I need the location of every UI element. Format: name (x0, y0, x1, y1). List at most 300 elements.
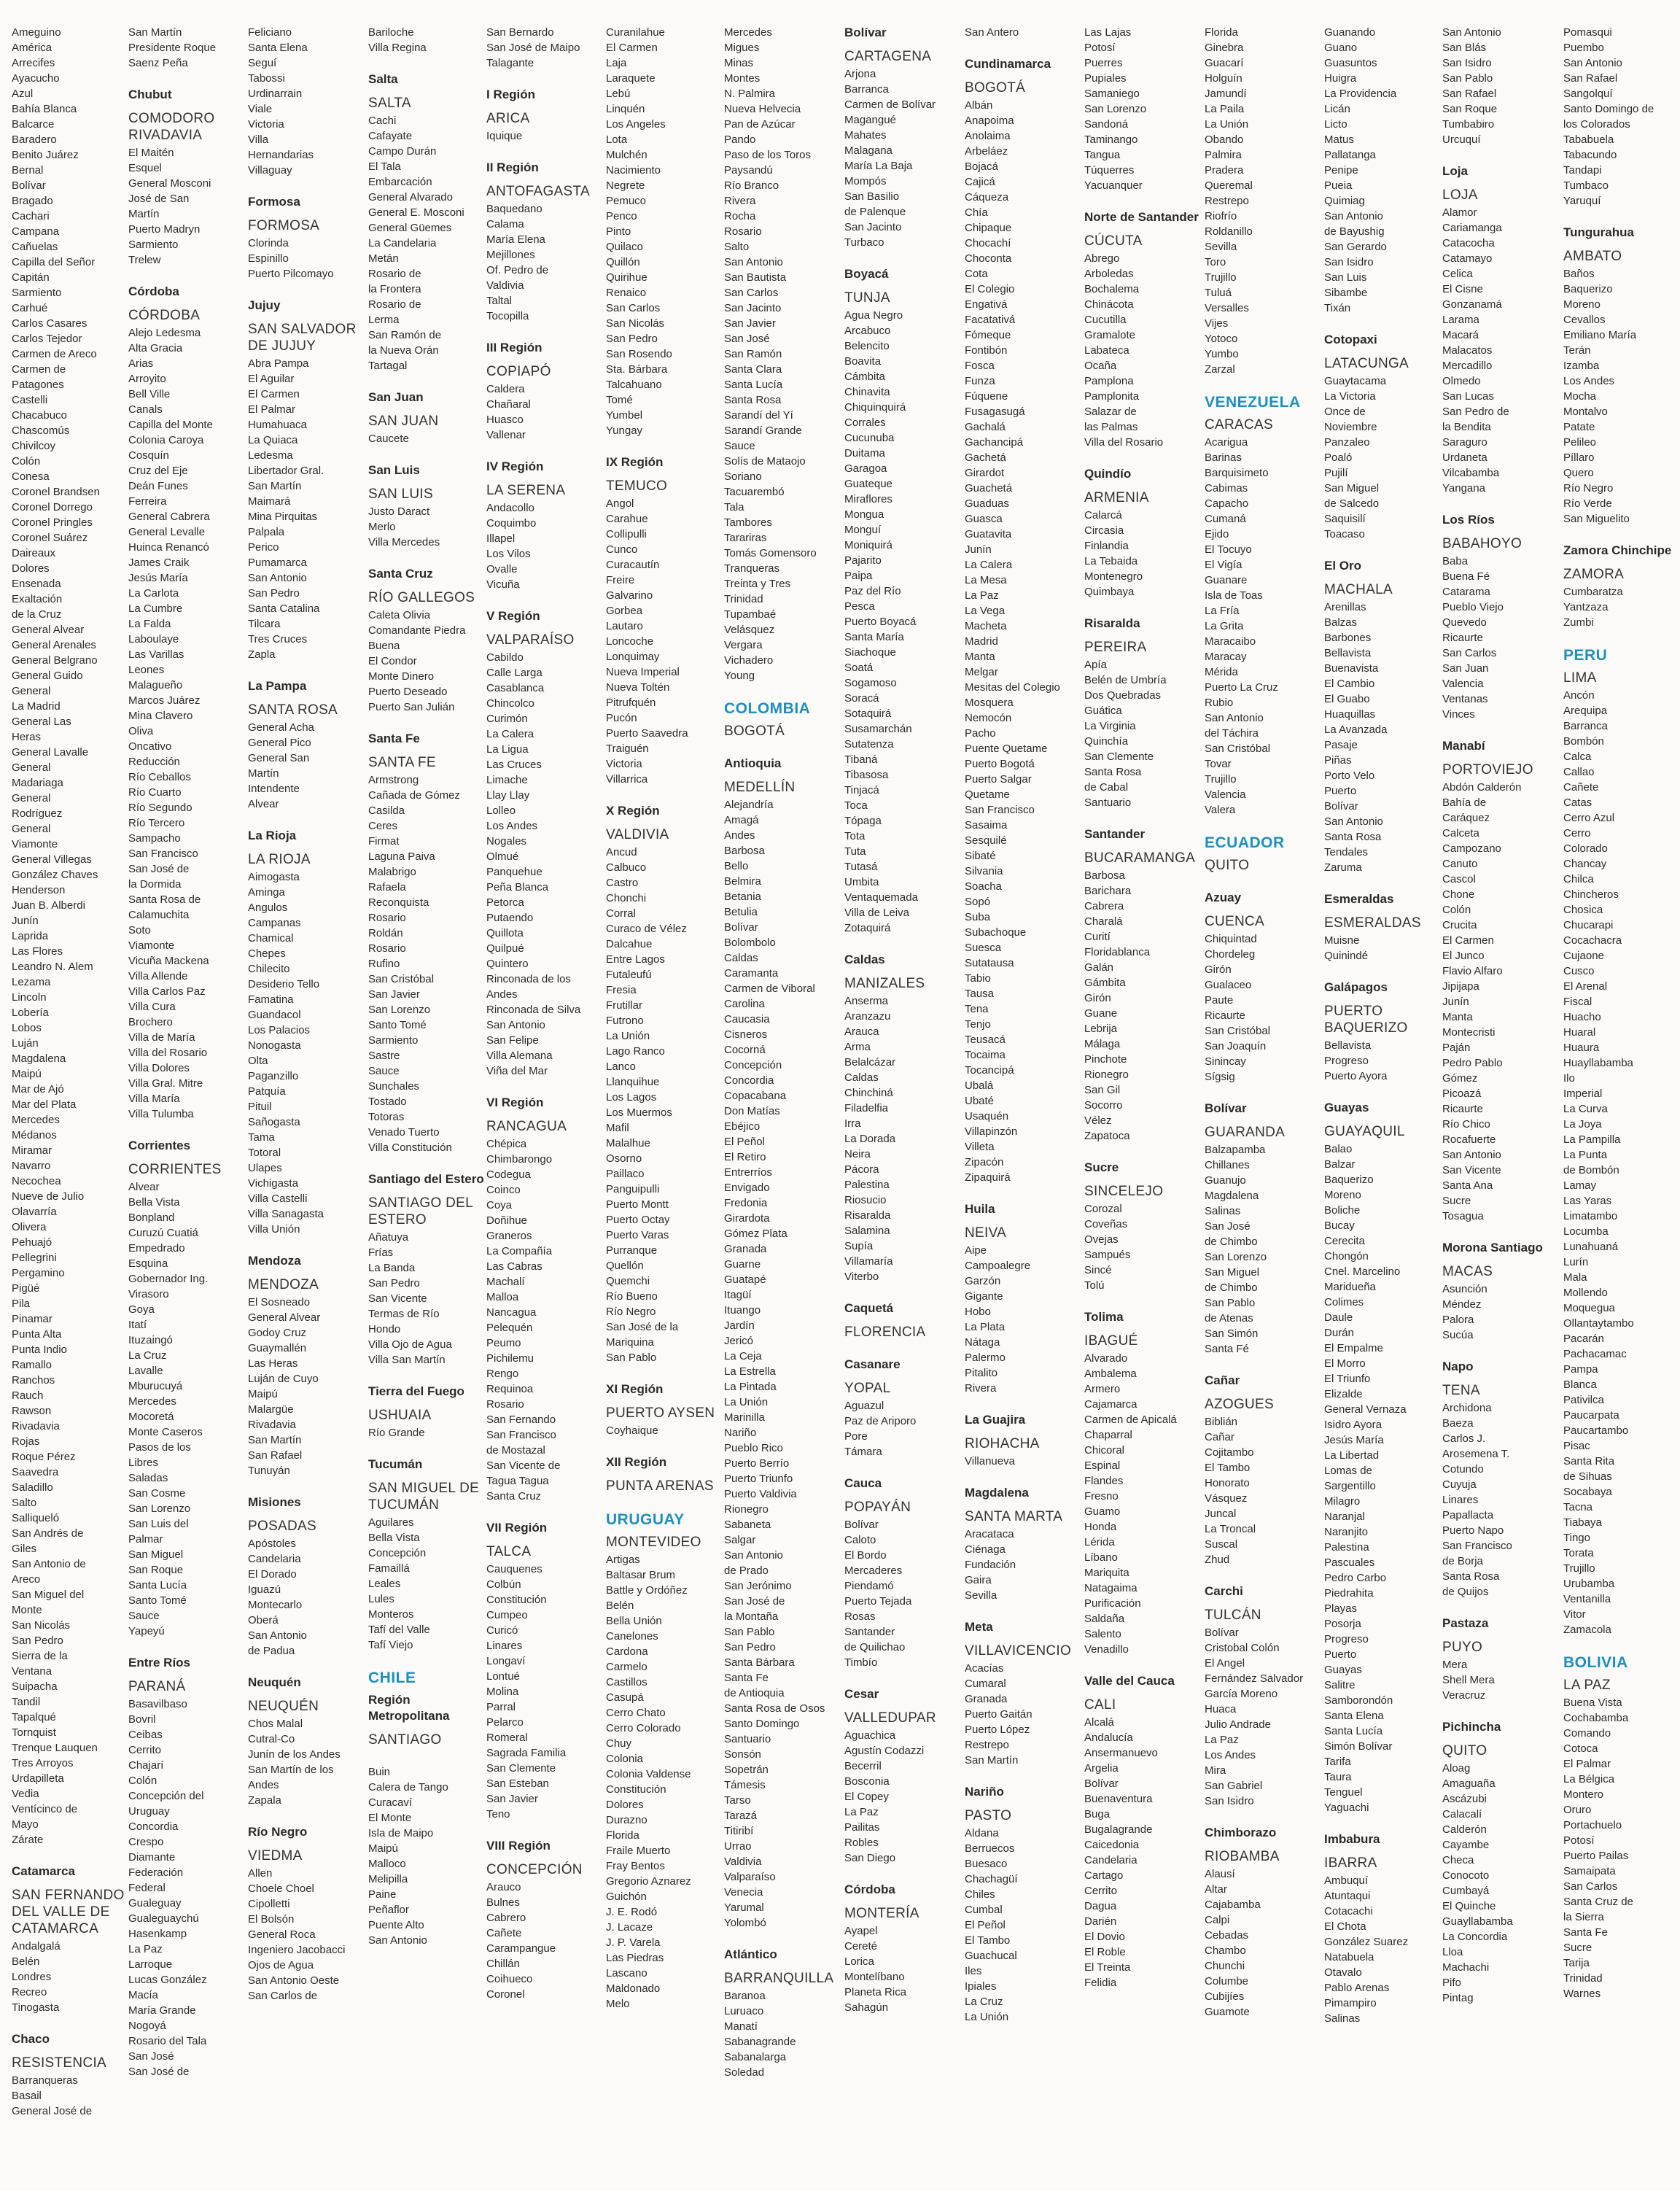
city-name: La Calera (965, 559, 1013, 571)
city-name: Peñaflor (368, 1904, 409, 1916)
city-name: Pácora (844, 1163, 879, 1176)
city-name: Palora (1442, 1314, 1474, 1326)
city-name: Huaquillas (1324, 708, 1376, 721)
city-name: Chiquinquirá (844, 401, 906, 414)
city-name: Guayllabamba (1442, 1915, 1513, 1928)
city-name: Paz de Ariporo (844, 1415, 917, 1427)
city-name: El Retiro (724, 1151, 766, 1163)
city-name: Teno (486, 1808, 510, 1820)
region-heading: Magdalena (965, 1486, 1029, 1500)
city-name: Facatativá (965, 314, 1016, 326)
city-name: Balzapamba (1205, 1144, 1266, 1156)
city-name: Monguí (844, 524, 882, 536)
city-name: Albán (965, 99, 993, 112)
city-name: Cota (965, 268, 988, 280)
city-name: Zipaquirá (965, 1171, 1011, 1184)
city-name: El Carmen (1442, 934, 1494, 947)
region-heading: Los Ríos (1442, 513, 1495, 527)
region-heading: Pichincha (1442, 1720, 1501, 1734)
city-name: Tocopilla (486, 310, 529, 322)
city-name: Neira (844, 1148, 871, 1160)
city-name: Abrego (1084, 252, 1120, 265)
city-name: Calceta (1442, 827, 1479, 839)
city-name: Villaguay (248, 164, 292, 177)
city-name: Curacaví (368, 1796, 413, 1809)
city-name: San Gil (1084, 1084, 1121, 1096)
city-name: Ulapes (248, 1162, 282, 1174)
city-name: Baquerizo (1563, 283, 1613, 295)
city-name: Cusco (1563, 965, 1595, 977)
capital-city: FORMOSA (248, 218, 320, 233)
city-name: Progreso (1324, 1055, 1369, 1067)
region-block (1205, 1825, 1323, 2020)
city-name: Chilca (1563, 873, 1594, 885)
capital-city: SALTA (368, 96, 411, 111)
city-name: Puente Alto (368, 1919, 424, 1931)
city-name: Jardín (724, 1319, 755, 1332)
city-name: Villa Mercedes (368, 536, 440, 548)
city-name: Salinas (1205, 1205, 1241, 1217)
city-name: Los Vilos (486, 548, 531, 560)
city-name: La Paz (128, 1943, 163, 1955)
city-name: San Antonio (1563, 57, 1622, 69)
city-name: Santo Tomé (128, 1594, 187, 1607)
region-heading: Cotopaxi (1324, 333, 1377, 346)
city-name: Crespo (128, 1836, 164, 1848)
city-name: Piendamó (844, 1580, 894, 1592)
city-name: Lucas González (128, 1974, 207, 1986)
city-name: Guane (1084, 1007, 1118, 1020)
city-name: Cumbal (965, 1904, 1003, 1916)
city-name: Lobos (12, 1022, 42, 1034)
city-name: La Cruz (128, 1349, 167, 1362)
city-name: Santa Ana (1442, 1179, 1493, 1192)
city-name: Puente Quetame (965, 742, 1048, 755)
city-name: Ameguino (12, 26, 61, 39)
city-name: Peumo (486, 1337, 521, 1349)
city-name: América (12, 42, 52, 54)
city-name: Feliciano (248, 26, 292, 39)
city-name: Sauce (724, 440, 755, 452)
city-name: Zaruma (1324, 861, 1362, 874)
city-name: Magangué (844, 114, 896, 126)
city-name: Aguachica (844, 1729, 896, 1742)
city-name: Mosquera (965, 697, 1014, 709)
city-name: Urrao (724, 1840, 752, 1853)
city-name: Restrepo (1205, 195, 1249, 207)
capital-city: CALI (1084, 1697, 1116, 1713)
city-name: Calamuchita (128, 909, 190, 921)
city-name: Rosario (368, 942, 406, 955)
city-name: La Punta (1563, 1149, 1608, 1161)
city-name: Pelarco (486, 1716, 524, 1729)
capital-city: COMODORO RIVADAVIA (128, 111, 215, 143)
city-name: Linares (1442, 1494, 1479, 1506)
city-name: Purranque (606, 1244, 658, 1257)
city-name: Lurín (1563, 1256, 1589, 1268)
city-name: Casupá (606, 1691, 644, 1704)
city-name: Licto (1324, 118, 1348, 131)
city-name: Carahue (606, 513, 648, 525)
city-name: San Lorenzo (128, 1502, 191, 1515)
city-name: Nonogasta (248, 1039, 301, 1052)
city-name: Carlos J. (1442, 1432, 1486, 1445)
region-heading: La Guajira (965, 1413, 1026, 1427)
region-block (12, 25, 127, 1847)
city-name: La Libertad (1324, 1449, 1380, 1462)
city-name: Valdivia (486, 279, 524, 292)
city-name: San Lorenzo (1084, 103, 1147, 115)
capital-city: LIMA (1563, 670, 1597, 686)
city-name: La Plata (965, 1321, 1006, 1333)
region-block (368, 25, 485, 55)
region-block (486, 1520, 604, 1822)
city-name: Macará (1442, 329, 1479, 341)
region-block (1563, 225, 1680, 527)
city-name: Baquedano (486, 203, 542, 215)
city-name: Chos Malal (248, 1718, 303, 1730)
region-block (844, 952, 963, 1284)
city-name: El Aguilar (248, 373, 295, 385)
city-name: El Dovio (1084, 1931, 1125, 1943)
city-name: Curicó (486, 1624, 518, 1637)
city-name: Cañete (486, 1927, 522, 1939)
city-name: Castelli (12, 394, 48, 406)
city-name: Constitución (606, 1783, 666, 1796)
city-name: Buenavista (1324, 662, 1379, 675)
city-name: Pinchote (1084, 1053, 1127, 1066)
city-name: Támara (844, 1446, 882, 1458)
city-name: Pelequén (486, 1322, 533, 1334)
city-name: Rosario de (368, 298, 421, 311)
city-name: de Borja (1442, 1555, 1483, 1567)
capital-city: RIOBAMBA (1205, 1849, 1280, 1864)
city-name: Itatí (128, 1319, 147, 1331)
city-name: Natagaima (1084, 1582, 1138, 1594)
city-name: Chosica (1563, 904, 1603, 916)
city-name: Pan de Azúcar (724, 118, 796, 131)
city-name: Saquisilí (1324, 513, 1366, 525)
city-name: Famatina (248, 993, 294, 1006)
city-name: Cascol (1442, 873, 1476, 885)
city-name: Linares (486, 1640, 523, 1652)
city-name: Lezama (12, 976, 51, 988)
city-name: Malabrigo (368, 866, 416, 878)
city-name: San Juan (1442, 662, 1489, 675)
city-name: San Felipe (486, 1034, 539, 1047)
city-name: Trujillo (1205, 773, 1237, 786)
city-name: La Providencia (1324, 88, 1397, 100)
region-block (1324, 332, 1441, 542)
city-name: Río Branco (724, 179, 779, 192)
city-name: Pore (844, 1430, 868, 1443)
region-block (1205, 1373, 1323, 1567)
city-name: Chinavita (844, 386, 890, 398)
city-name: Mera (1442, 1659, 1468, 1671)
capital-city: CUENCA (1205, 914, 1265, 929)
city-name: Huayllabamba (1563, 1057, 1633, 1069)
city-name: Elizalde (1324, 1388, 1363, 1400)
city-name: Tandil (12, 1696, 41, 1708)
city-name: Quellón (606, 1260, 644, 1272)
city-name: Andalgalá (12, 1940, 61, 1952)
city-name: Bolívar (12, 179, 46, 192)
city-name: Puerto Octay (606, 1214, 670, 1226)
city-name: Velásquez (724, 624, 775, 636)
region-block (965, 1485, 1083, 1603)
city-name: Godoy Cruz (248, 1327, 307, 1339)
city-name: Rengo (486, 1368, 519, 1380)
city-name: San Roque (128, 1564, 184, 1576)
city-name: Bolívar (1084, 1777, 1119, 1790)
city-name: Sarmiento (128, 239, 179, 251)
city-name: Belén de Umbría (1084, 674, 1167, 686)
city-name: la Montaña (724, 1610, 779, 1623)
city-name: Federal (128, 1882, 166, 1894)
city-name: Buin (368, 1766, 391, 1778)
city-name: Saraguro (1442, 436, 1488, 449)
city-name: Mercadillo (1442, 360, 1493, 372)
city-name: Carmen de Areco (12, 348, 97, 360)
region-block (1205, 890, 1323, 1085)
city-name: Agustín Codazzi (844, 1745, 925, 1757)
city-name: la Frontera (368, 283, 421, 295)
city-name: La Cumbre (128, 602, 183, 615)
city-name: Barquisimeto (1205, 467, 1269, 479)
city-name: Manatí (724, 2020, 758, 2033)
city-name: Tornquist (12, 1726, 56, 1739)
city-name: Gonzanamá (1442, 298, 1502, 311)
capital-city: MONTEVIDEO (606, 1535, 701, 1550)
city-name: Navarro (12, 1160, 51, 1172)
city-name: Umbita (844, 876, 879, 888)
city-name: Locumba (1563, 1225, 1609, 1238)
city-name: Huaura (1563, 1042, 1600, 1054)
region-heading: Mendoza (248, 1254, 301, 1268)
city-name: Tafí del Valle (368, 1624, 430, 1636)
country-heading: URUGUAY (606, 1511, 685, 1528)
city-name: La Mesa (965, 574, 1007, 586)
city-name: El Sosneado (248, 1296, 311, 1308)
capital-city: COPIAPÓ (486, 364, 551, 379)
city-name: Las Heras (248, 1357, 298, 1370)
city-name: San Rafael (248, 1449, 303, 1462)
city-name: Trujillo (1205, 271, 1237, 284)
region-heading: Zamora Chinchipe (1563, 543, 1672, 557)
city-name: Arauca (844, 1025, 879, 1038)
city-name: Samaniego (1084, 88, 1140, 100)
city-name: Pueblo Rico (724, 1442, 783, 1454)
city-name: Montes (724, 72, 761, 85)
city-name: Alejandría (724, 799, 774, 811)
city-name: Basavilbaso (128, 1698, 187, 1710)
city-name: de Bayushig (1324, 225, 1385, 238)
city-name: Victoria (248, 118, 284, 131)
region-block (606, 454, 723, 787)
city-name: Cunco (606, 543, 638, 556)
city-name: La Pampilla (1563, 1133, 1621, 1146)
city-name: Santa Rosa de Osos (724, 1702, 825, 1715)
region-heading: Tolima (1084, 1310, 1124, 1324)
city-name: San José (1205, 1220, 1251, 1233)
city-name: Girardot (965, 467, 1005, 479)
capital-city: PEREIRA (1084, 640, 1147, 655)
city-name: Santuario (724, 1733, 771, 1745)
city-name: Chancay (1563, 858, 1607, 870)
city-name: Colón (128, 1775, 158, 1787)
city-name: Tocaima (965, 1049, 1006, 1061)
city-name: General Belgrano (12, 654, 98, 667)
city-name: Monte (12, 1604, 42, 1616)
region-heading: El Oro (1324, 559, 1362, 573)
capital-city: TENA (1442, 1383, 1480, 1398)
capital-city: QUITO (1205, 858, 1250, 873)
city-name: Puembo (1563, 42, 1604, 54)
capital-city: ESMERALDAS (1324, 915, 1421, 931)
city-name: Rionegro (1084, 1069, 1129, 1081)
region-block (1084, 1160, 1203, 1293)
region-heading: IV Región (486, 459, 544, 473)
city-name: Curuzú Cuatiá (128, 1227, 198, 1239)
capital-city: BABAHOYO (1442, 536, 1522, 551)
city-name: Leones (128, 664, 165, 676)
city-name: Cereté (844, 1940, 878, 1952)
city-name: Castillos (606, 1676, 648, 1688)
city-name: Riosucio (844, 1194, 887, 1206)
city-name: Capilla del Monte (128, 419, 213, 431)
city-name: San Roque (1442, 103, 1498, 115)
city-name: Mercedes (724, 26, 772, 39)
city-name: Ginebra (1205, 42, 1244, 54)
city-name: San Carlos (1563, 1880, 1618, 1893)
region-heading: VIII Región (486, 1839, 551, 1853)
city-name: Vichadero (724, 654, 774, 667)
region-heading: Misiones (248, 1495, 301, 1509)
city-name: Laja (606, 57, 627, 69)
city-name: Clorinda (248, 237, 289, 249)
city-name: El Bordo (844, 1549, 887, 1562)
capital-city: POSADAS (248, 1519, 316, 1534)
city-name: Malalhue (606, 1137, 650, 1149)
city-name: Mina Pirquitas (248, 511, 318, 523)
region-block (1084, 466, 1203, 600)
city-name: Uruguay (128, 1805, 170, 1818)
region-block (844, 1357, 963, 1459)
city-name: Quinchía (1084, 735, 1129, 748)
city-name: Pacho (965, 727, 996, 740)
city-name: Once de (1324, 406, 1366, 418)
city-name: Rosario de (368, 268, 421, 280)
city-name: San José (724, 333, 770, 345)
city-name: Los Angeles (606, 118, 666, 131)
city-name: Colonia (606, 1753, 643, 1765)
city-name: Pergamino (12, 1267, 65, 1279)
city-name: Socabaya (1563, 1486, 1612, 1498)
city-name: Copacabana (724, 1090, 787, 1102)
city-name: Santo Tomé (368, 1019, 427, 1031)
city-name: Guachetá (965, 482, 1013, 495)
city-name: Santa Rosa (1324, 831, 1382, 843)
city-name: Huasco (486, 414, 524, 426)
city-name: Gachalá (965, 421, 1006, 433)
city-name: Montecristi (1442, 1026, 1496, 1039)
city-name: General Guido (12, 670, 83, 682)
city-name: Mollendo (1563, 1287, 1608, 1299)
city-name: Sta. Bárbara (606, 363, 668, 376)
city-name: Quinindé (1324, 950, 1369, 962)
city-name: Tabacundo (1563, 149, 1617, 161)
country-heading: VENEZUELA (1205, 394, 1301, 411)
city-name: Rufino (368, 958, 400, 970)
city-name: Bahía de (1442, 796, 1487, 809)
city-name: Villa María (128, 1093, 180, 1105)
city-name: Andes (486, 988, 518, 1001)
city-name: Mayo (12, 1818, 39, 1831)
city-name: Nueve de Julio (12, 1190, 85, 1203)
city-name: Luján (12, 1037, 39, 1050)
city-name: Fúquene (965, 390, 1008, 403)
region-heading: Río Negro (248, 1825, 308, 1839)
city-name: Restrepo (965, 1739, 1009, 1751)
region-block (965, 1201, 1083, 1396)
region-block (724, 1947, 843, 2080)
city-name: Peña Blanca (486, 881, 549, 893)
city-name: Licán (1324, 103, 1350, 115)
region-block (606, 25, 723, 438)
city-name: Bolívar (844, 1519, 879, 1531)
city-name: Villa San Martín (368, 1354, 446, 1366)
city-name: Daireaux (12, 547, 56, 559)
city-name: Maipú (12, 1068, 42, 1080)
city-name: Natabuela (1324, 1951, 1374, 1963)
region-heading: IX Región (606, 455, 664, 469)
city-name: Patquía (248, 1085, 286, 1098)
region-block (965, 1619, 1083, 1768)
city-name: Queremal (1205, 179, 1253, 192)
city-name: Duitama (844, 447, 885, 459)
capital-city: YOPAL (844, 1381, 891, 1396)
capital-city: VIEDMA (248, 1848, 303, 1864)
city-name: Purificación (1084, 1597, 1141, 1610)
city-name: Iguazú (248, 1583, 281, 1596)
city-name: Patate (1563, 421, 1595, 433)
city-name: Canuto (1442, 858, 1478, 870)
city-name: Bellavista (1324, 647, 1372, 659)
region-block (1205, 1101, 1323, 1357)
city-name: Recreo (12, 1986, 47, 1998)
city-name: Mercedes (128, 1395, 176, 1408)
city-name: Chillanes (1205, 1159, 1250, 1171)
city-name: Barranqueras (12, 2074, 78, 2087)
city-name: Rojas (12, 1435, 40, 1448)
city-name: Guaytacama (1324, 375, 1387, 387)
city-name: Pinto (606, 225, 631, 238)
city-name: San Antero (965, 26, 1019, 39)
city-name: Terán (1563, 344, 1591, 357)
city-name: Cumbayá (1442, 1885, 1490, 1897)
city-name: Linquén (606, 103, 645, 115)
city-name: Moniquirá (844, 539, 892, 551)
city-name: Baranoa (724, 1990, 766, 2002)
city-name: Sonsón (724, 1748, 761, 1761)
city-name: Gómez Plata (724, 1228, 788, 1240)
city-name: Sampacho (128, 832, 181, 845)
city-name: Casablanca (486, 682, 545, 694)
city-name: Fredonia (724, 1197, 768, 1209)
city-name: San Cristóbal (368, 973, 435, 985)
capital-city: SAN FERNANDO DEL VALLE DE CATAMARCA (12, 1888, 125, 1936)
city-name: General (12, 792, 51, 804)
